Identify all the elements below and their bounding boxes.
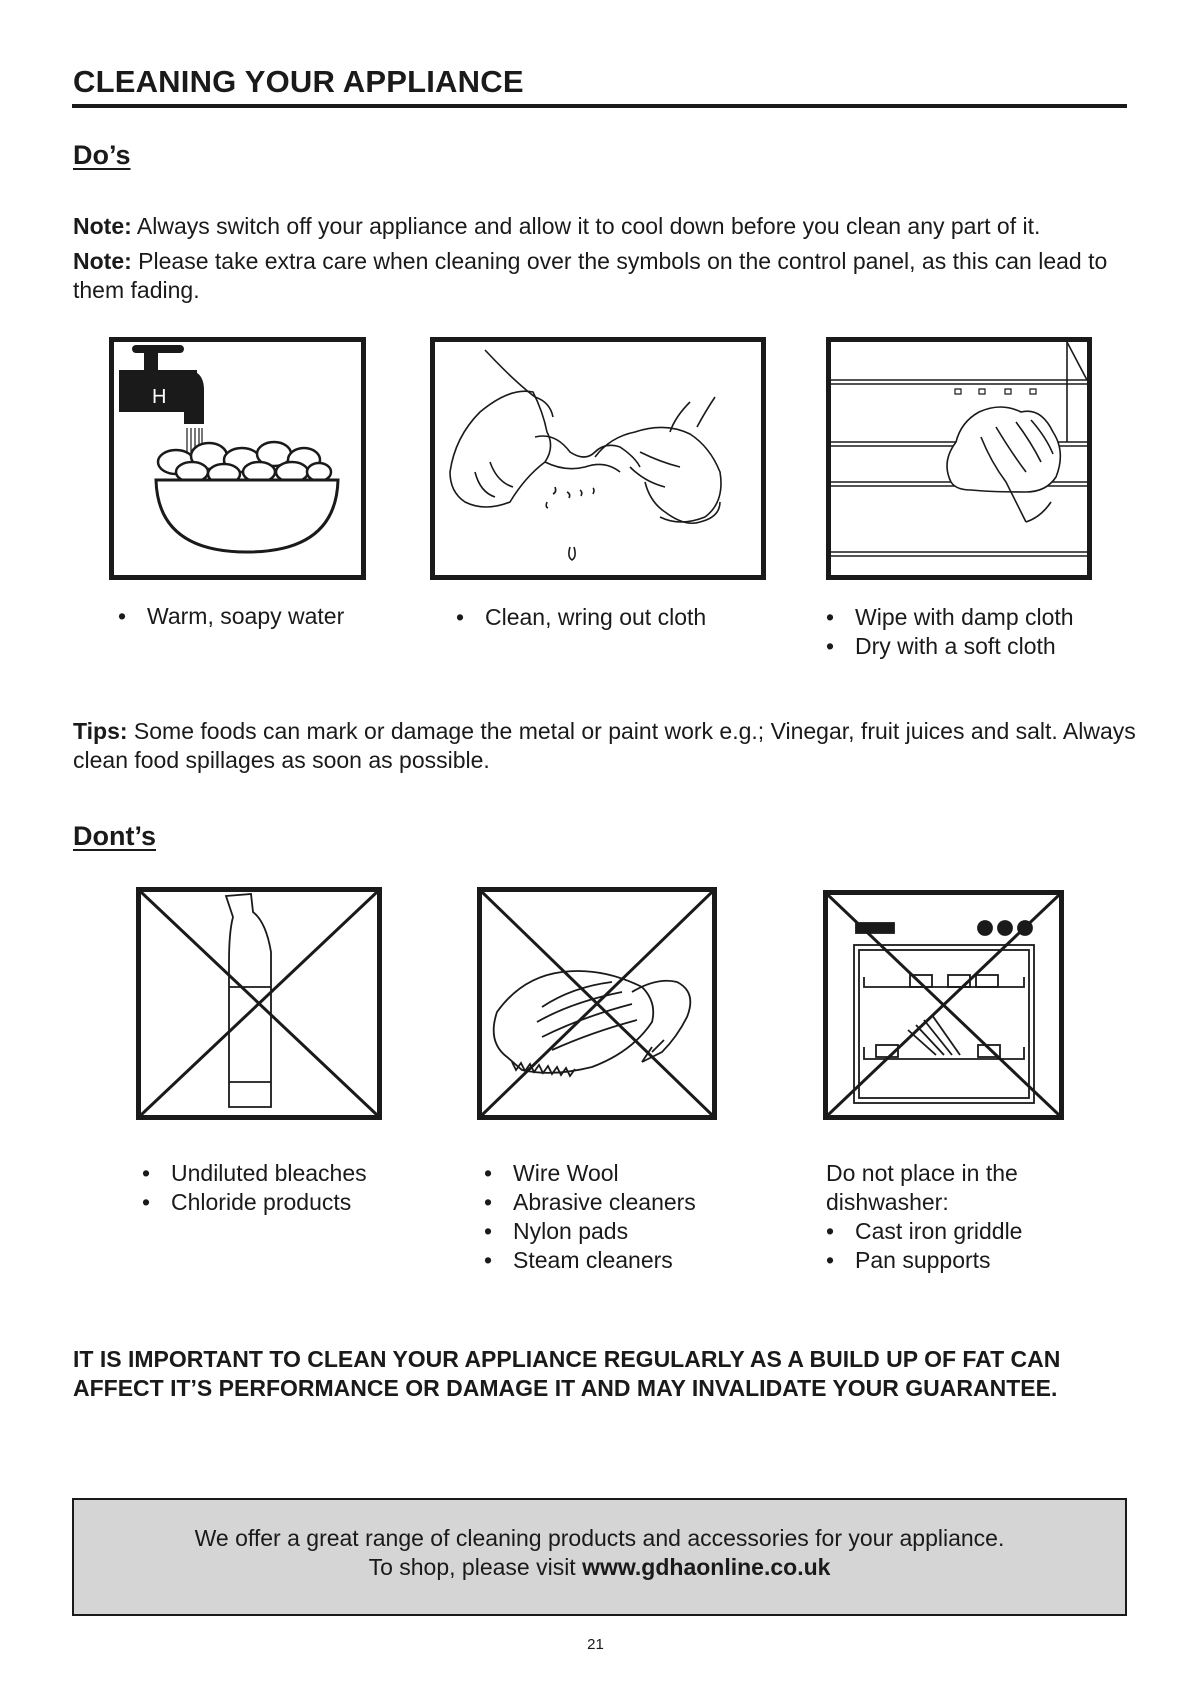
wipe-panel-icon bbox=[826, 337, 1092, 580]
list-item: • Clean, wring out cloth bbox=[456, 603, 706, 632]
title-divider bbox=[72, 104, 1127, 108]
list-item: • Nylon pads bbox=[484, 1217, 696, 1246]
list-item: • Pan supports bbox=[826, 1246, 1022, 1275]
tap-and-bowl-icon bbox=[109, 337, 366, 580]
list-item: • Dry with a soft cloth bbox=[826, 632, 1074, 661]
dos-list-1 bbox=[118, 602, 344, 631]
list-item: • Cast iron griddle bbox=[826, 1217, 1022, 1246]
dos-list-2 bbox=[456, 603, 706, 632]
donts-heading: Dont’s bbox=[73, 821, 156, 851]
shop-banner bbox=[72, 1498, 1127, 1616]
list-item: • Wipe with damp cloth bbox=[826, 603, 1074, 632]
page-number: 21 bbox=[587, 1636, 604, 1653]
tap-hot-letter: H bbox=[152, 386, 167, 408]
warning-text: IT IS IMPORTANT TO CLEAN YOUR APPLIANCE REGULARLY AS A BUILD UP OF FAT CAN AFFECT IT’S PERFORMANCE OR DAMAGE IT AND MAY INVALIDATE YOUR GUARANTEE. bbox=[73, 1346, 1061, 1401]
donts-list-3 bbox=[826, 1217, 1022, 1275]
note-2-text: Please take extra care when cleaning over the symbols on the control panel, as this can lead to them fading. bbox=[73, 248, 1108, 303]
dos-heading: Do’s bbox=[73, 140, 131, 170]
note-1-label: Note: bbox=[73, 213, 132, 239]
wring-cloth-icon bbox=[430, 337, 766, 580]
tips-text: Some foods can mark or damage the metal or paint work e.g.; Vinegar, fruit juices and salt. Always clean food spillages as soon as possible. bbox=[73, 718, 1136, 773]
note-2-label: Note: bbox=[73, 248, 132, 274]
list-item: • Chloride products bbox=[142, 1188, 367, 1217]
list-item: • Undiluted bleaches bbox=[142, 1159, 367, 1188]
shop-line-2 bbox=[74, 1553, 1125, 1582]
crossed-bleach-bottle-icon bbox=[136, 887, 382, 1120]
donts-list-1 bbox=[142, 1159, 367, 1217]
shop-prefix: To shop, please visit bbox=[368, 1554, 583, 1580]
dishwasher-intro: Do not place in the dishwasher: bbox=[826, 1160, 1018, 1215]
tips-paragraph bbox=[73, 717, 1153, 775]
note-1-text: Always switch off your appliance and allow it to cool down before you clean any part of it. bbox=[131, 213, 1041, 239]
shop-link[interactable]: www.gdhaonline.co.uk bbox=[582, 1554, 831, 1580]
note-1 bbox=[73, 212, 1133, 241]
list-item: • Steam cleaners bbox=[484, 1246, 696, 1275]
note-2 bbox=[73, 247, 1108, 305]
list-item: • Abrasive cleaners bbox=[484, 1188, 696, 1217]
list-item: • Warm, soapy water bbox=[118, 602, 344, 631]
donts-list-2 bbox=[484, 1159, 696, 1275]
crossed-scouring-pad-icon bbox=[477, 887, 717, 1120]
dos-list-3 bbox=[826, 603, 1074, 661]
shop-line-1: We offer a great range of cleaning products and accessories for your appliance. bbox=[194, 1525, 1005, 1551]
list-item: • Wire Wool bbox=[484, 1159, 696, 1188]
page-title: CLEANING YOUR APPLIANCE bbox=[73, 64, 524, 99]
crossed-dishwasher-icon bbox=[823, 890, 1064, 1120]
tips-label: Tips: bbox=[73, 718, 128, 744]
